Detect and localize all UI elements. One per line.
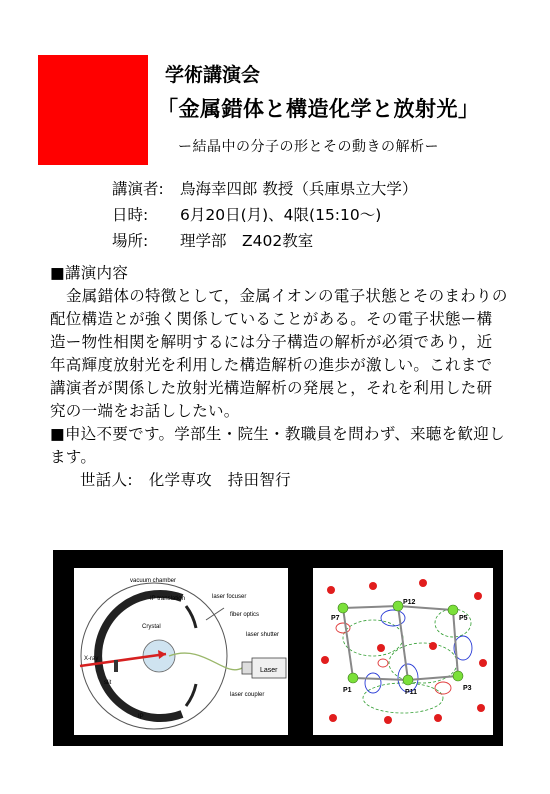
speaker-label: 講演者:	[112, 180, 164, 198]
label-fiber-optics: fiber optics	[230, 612, 260, 618]
label-p1: P1	[343, 687, 352, 694]
label-p5: P5	[459, 615, 468, 622]
event-info	[112, 176, 417, 254]
date-value: 6月20日(月)、4限(15:10〜)	[180, 206, 382, 224]
label-p3: P3	[463, 685, 472, 692]
date-row	[112, 202, 417, 228]
slit-shape	[114, 660, 118, 672]
figure-panel	[53, 550, 503, 746]
ip-end-bottom	[186, 684, 196, 706]
label-xray: X-ray	[84, 656, 99, 662]
contour-green	[343, 609, 471, 713]
notice: ■申込不要です。学部生・院生・教職員を問わず、来聴を歓迎します。	[50, 425, 505, 466]
label-laser: Laser	[260, 667, 278, 674]
content-heading: ■講演内容	[50, 264, 129, 282]
lecture-title: 「金属錯体と構造化学と放射光」	[157, 97, 480, 121]
label-laser-focuser: laser focuser	[212, 594, 247, 600]
fiber-optics-line	[169, 653, 242, 670]
label-laser-coupler: laser coupler	[230, 692, 265, 698]
date-label: 日時:	[112, 206, 149, 224]
label-slit: slit	[104, 680, 112, 686]
label-ip: IP	[138, 714, 144, 720]
red-square-decoration	[38, 55, 148, 165]
content-body: 金属錯体の特徴として，金属イオンの電子状態とそのまわりの配位構造とが強く関係していることがある。その電子状態ー構造ー物性相関を解明するには分子構造の解析が必須であり，近年高輝度放射光を利用した構造解析の進歩が激しい。これまで講演者が関係した放射光構造解析の発展と，それを利用した研究の一端をお話ししたい。	[50, 287, 508, 420]
label-crystal: Crystal	[142, 624, 161, 630]
setup-diagram	[74, 568, 288, 735]
label-laser-shutter: laser shutter	[246, 632, 280, 638]
setup-diagram-svg	[74, 568, 288, 735]
structure-figure-svg	[313, 568, 493, 735]
speaker-value: 鳥海幸四郎 教授（兵庫県立大学）	[180, 180, 418, 198]
place-row	[112, 228, 417, 254]
label-ip-translation: IP translation	[150, 596, 185, 602]
phosphorus-atoms	[338, 601, 463, 685]
label-p11: P11	[405, 689, 418, 696]
label-vacuum-chamber: vacuum chamber	[130, 578, 177, 584]
label-p7: P7	[331, 615, 340, 622]
laser-coupler-shape	[242, 662, 252, 674]
speaker-row	[112, 176, 417, 202]
place-label: 場所:	[112, 232, 149, 250]
lecture-content	[50, 262, 508, 492]
organizer: 世話人: 化学専攻 持田智行	[80, 471, 291, 489]
label-p12: P12	[403, 599, 416, 606]
event-type: 学術講演会	[165, 64, 261, 86]
place-value: 理学部 Z402教室	[180, 232, 314, 250]
ip-translation-arrow	[206, 608, 224, 620]
title-block	[157, 62, 480, 124]
structure-figure	[313, 568, 493, 735]
lecture-subtitle: ー結晶中の分子の形とその動きの解析ー	[178, 139, 439, 155]
ip-end-top	[186, 606, 196, 628]
